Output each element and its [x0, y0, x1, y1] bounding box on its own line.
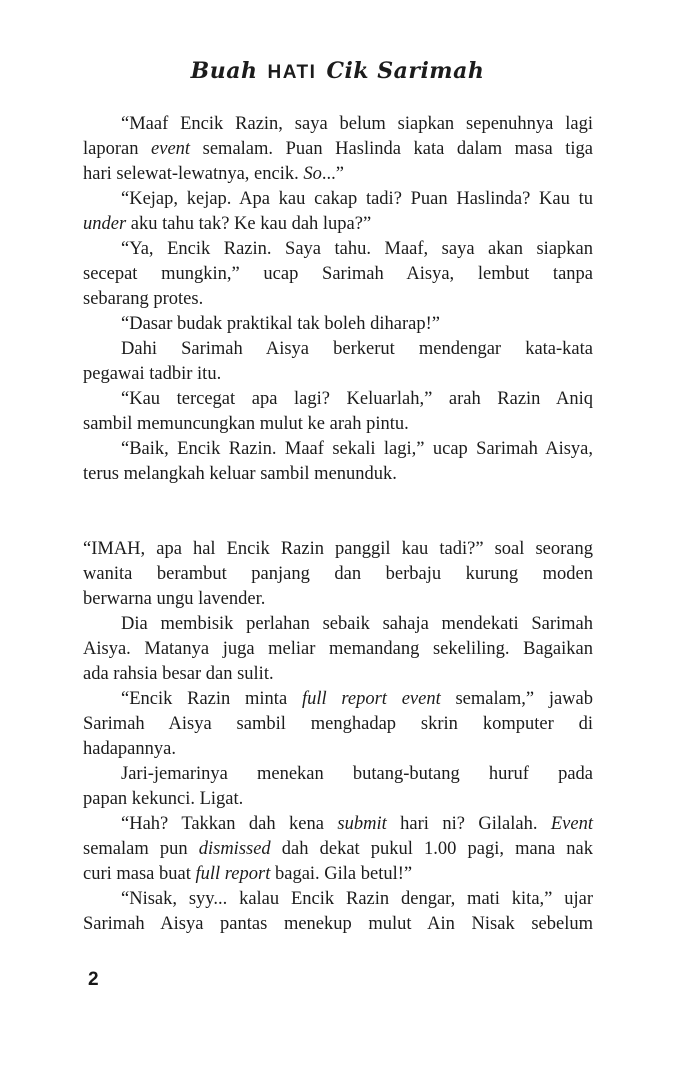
- text-run: hadapannya.: [83, 739, 176, 759]
- text-run: Dahi Sarimah Aisya berkerut mendengar kata-kata: [121, 339, 593, 359]
- text-line: [83, 662, 593, 687]
- text-run: “Hah? Takkan dah kena: [121, 814, 338, 834]
- italic-text-run: under: [83, 214, 127, 234]
- text-line: [83, 837, 593, 862]
- text-run: hari ni? Gilalah.: [386, 814, 551, 834]
- text-run: dah dekat pukul 1.00 pagi, mana nak: [270, 839, 593, 859]
- text-run: “Kejap, kejap. Apa kau cakap tadi? Puan Haslinda? Kau tu: [121, 189, 593, 209]
- paragraph: [83, 387, 593, 437]
- text-run: hari selewat-lewatnya, encik.: [83, 164, 304, 184]
- text-run: bagai. Gila betul!”: [270, 864, 413, 884]
- text-run: “Baik, Encik Razin. Maaf sekali lagi,” ucap Sarimah Aisya,: [121, 439, 593, 459]
- text-line: [83, 762, 593, 787]
- paragraph: [83, 612, 593, 687]
- text-run: Jari-jemarinya menekan butang-butang huruf pada: [121, 764, 593, 784]
- text-line: [83, 237, 593, 262]
- text-line: [83, 437, 593, 462]
- paragraph: [83, 112, 593, 187]
- paragraph: [83, 337, 593, 387]
- text-run: “IMAH, apa hal Encik Razin panggil kau tadi?” soal seorang: [83, 539, 593, 559]
- text-line: [83, 362, 593, 387]
- italic-text-run: full report event: [301, 689, 441, 709]
- text-run: Aisya. Matanya juga meliar memandang sekeliling. Bagaikan: [83, 639, 593, 659]
- text-line: [83, 412, 593, 437]
- scene-section: [83, 112, 593, 487]
- text-run: wanita berambut panjang dan berbaju kurung moden: [83, 564, 593, 584]
- text-run: “Dasar budak praktikal tak boleh diharap!”: [121, 314, 440, 334]
- paragraph: [83, 237, 593, 312]
- running-header: [0, 58, 675, 84]
- text-line: [83, 137, 593, 162]
- text-line: [83, 162, 593, 187]
- book-title: [190, 58, 485, 84]
- title-word-script: Buah: [190, 58, 258, 84]
- text-run: “Ya, Encik Razin. Saya tahu. Maaf, saya akan siapkan: [121, 239, 593, 259]
- text-line: [83, 337, 593, 362]
- text-run: Sarimah Aisya pantas menekup mulut Ain Nisak sebelum: [83, 914, 593, 934]
- text-line: [83, 687, 593, 712]
- paragraph: [83, 537, 593, 612]
- text-run: secepat mungkin,” ucap Sarimah Aisya, lembut tanpa: [83, 264, 593, 284]
- paragraph: [83, 187, 593, 237]
- text-line: [83, 812, 593, 837]
- text-run: sebarang protes.: [83, 289, 204, 309]
- text-run: laporan: [83, 139, 152, 159]
- text-line: [83, 737, 593, 762]
- text-run: Dia membisik perlahan sebaik sahaja mendekati Sarimah: [121, 614, 593, 634]
- italic-text-run: Event: [550, 814, 593, 834]
- paragraph: [83, 812, 593, 887]
- text-run: Sarimah Aisya sambil menghadap skrin komputer di: [83, 714, 593, 734]
- text-line: [83, 637, 593, 662]
- text-line: [83, 312, 593, 337]
- text-line: [83, 912, 593, 937]
- italic-text-run: submit: [337, 814, 387, 834]
- text-run: terus melangkah keluar sambil menunduk.: [83, 464, 397, 484]
- text-run: semalam,” jawab: [440, 689, 593, 709]
- text-line: [83, 262, 593, 287]
- text-run: semalam. Puan Haslinda kata dalam masa tiga: [190, 139, 593, 159]
- text-run: curi masa buat: [83, 864, 196, 884]
- paragraph: [83, 762, 593, 812]
- text-line: [83, 537, 593, 562]
- italic-text-run: full report: [195, 864, 271, 884]
- text-line: [83, 187, 593, 212]
- text-line: [83, 462, 593, 487]
- paragraph: [83, 437, 593, 487]
- text-run: ada rahsia besar dan sulit.: [83, 664, 274, 684]
- text-run: sambil memuncungkan mulut ke arah pintu.: [83, 414, 409, 434]
- text-run: pegawai tadbir itu.: [83, 364, 222, 384]
- italic-text-run: dismissed: [198, 839, 271, 859]
- scene-section: [83, 537, 593, 937]
- title-word-script: Cik Sarimah: [326, 58, 485, 84]
- page-number: 2: [88, 969, 99, 990]
- body-text: [83, 112, 593, 937]
- text-line: [83, 862, 593, 887]
- text-line: [83, 212, 593, 237]
- text-run: “Maaf Encik Razin, saya belum siapkan sepenuhnya lagi: [121, 114, 593, 134]
- text-run: aku tahu tak? Ke kau dah lupa?”: [126, 214, 372, 234]
- paragraph: [83, 887, 593, 937]
- title-word-caps: HATI: [267, 62, 317, 83]
- text-run: berwarna ungu lavender.: [83, 589, 266, 609]
- italic-text-run: So: [303, 164, 322, 184]
- paragraph: [83, 687, 593, 762]
- text-line: [83, 887, 593, 912]
- text-run: “Encik Razin minta: [121, 689, 302, 709]
- text-run: “Nisak, syy... kalau Encik Razin dengar, mati kita,” ujar: [121, 889, 593, 909]
- text-line: [83, 612, 593, 637]
- text-run: ...”: [321, 164, 344, 184]
- text-run: semalam pun: [83, 839, 199, 859]
- text-line: [83, 112, 593, 137]
- text-line: [83, 387, 593, 412]
- text-run: papan kekunci. Ligat.: [83, 789, 244, 809]
- italic-text-run: event: [151, 139, 191, 159]
- text-line: [83, 712, 593, 737]
- text-line: [83, 287, 593, 312]
- text-line: [83, 587, 593, 612]
- text-line: [83, 787, 593, 812]
- paragraph: [83, 312, 593, 337]
- text-line: [83, 562, 593, 587]
- text-run: “Kau tercegat apa lagi? Keluarlah,” arah Razin Aniq: [121, 389, 593, 409]
